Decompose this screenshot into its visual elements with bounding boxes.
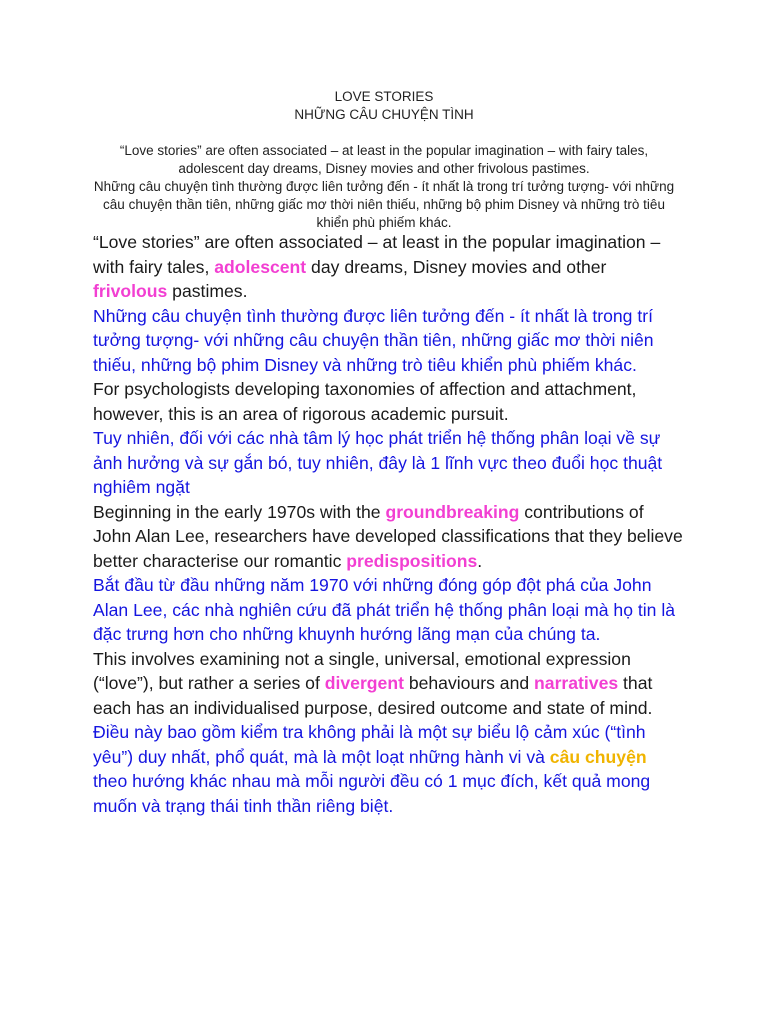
text-run: theo hướng khác nhau mà mỗi người đều có 1 mục đích, kết quả mong muốn và trạng thái tinh thần riêng biệt. bbox=[93, 771, 651, 816]
summary-english: “Love stories” are often associated – at least in the popular imagination – with fairy tales, adolescent day dreams, Disney movies and other frivolous pastimes. bbox=[119, 143, 649, 176]
highlight-word: divergent bbox=[324, 673, 404, 693]
highlight-word: groundbreaking bbox=[385, 501, 520, 522]
paragraph-2-english: For psychologists developing taxonomies of affection and attachment, however, this is an area of rigorous academic pursuit. bbox=[93, 379, 637, 424]
document-header bbox=[90, 88, 678, 232]
title-vietnamese: NHỮNG CÂU CHUYỆN TÌNH bbox=[294, 107, 474, 122]
highlight-word: predispositions bbox=[346, 550, 478, 571]
paragraph-3-english bbox=[93, 500, 683, 574]
paragraph-1-vietnamese: Những câu chuyện tình thường được liên tưởng đến - ít nhất là trong trí tưởng tượng- với những câu chuyện thần tiên, những giấc mơ thời niên thiếu, những bộ phim Disney và những trò tiêu khiển phù phiếm khác. bbox=[93, 305, 654, 375]
document-body bbox=[93, 230, 683, 818]
highlight-word: adolescent bbox=[214, 256, 307, 277]
text-run: This involves examining not a single, universal, emotional expression (“love”), but rather a series of bbox=[93, 648, 631, 693]
text-run: day dreams, Disney movies and other bbox=[306, 256, 607, 277]
text-run: “Love stories” are often associated – at least in the popular imagination – with fairy tales, bbox=[93, 232, 661, 277]
text-run: Beginning in the early 1970s with the bbox=[93, 501, 386, 522]
title-english: LOVE STORIES bbox=[334, 89, 434, 104]
text-run: that each has an individualised purpose, desired outcome and state of mind. bbox=[93, 673, 653, 718]
highlight-word: frivolous bbox=[93, 281, 168, 301]
text-run: behaviours and bbox=[403, 673, 535, 693]
text-run: Điều này bao gồm kiểm tra không phải là một sự biểu lộ cảm xúc (“tình yêu”) duy nhất, phổ quát, mà là một loạt những hành vi và bbox=[93, 722, 646, 767]
text-run: contributions of John Alan Lee, researchers have developed classifications that they believe better characterise our romantic bbox=[93, 501, 683, 571]
paragraph-1-english bbox=[93, 230, 683, 304]
summary-vietnamese: Những câu chuyện tình thường được liên tưởng đến - ít nhất là trong trí tưởng tượng- với những câu chuyện thần tiên, những giấc mơ thời niên thiếu, những bộ phim Disney và những trò tiêu khiển phù phiếm khác. bbox=[93, 179, 675, 230]
highlight-word: câu chuyện bbox=[549, 746, 647, 767]
header-spacer bbox=[90, 124, 678, 142]
paragraph-4-vietnamese bbox=[93, 720, 683, 818]
highlight-word: narratives bbox=[534, 673, 619, 693]
text-run: pastimes. bbox=[167, 281, 248, 301]
text-run: . bbox=[477, 550, 483, 571]
paragraph-2-vietnamese: Tuy nhiên, đối với các nhà tâm lý học phát triển hệ thống phân loại về sự ảnh hưởng và sự gắn bó, tuy nhiên, đây là 1 lĩnh vực theo đuổi học thuật nghiêm ngặt bbox=[93, 428, 663, 497]
paragraph-3-vietnamese: Bắt đầu từ đầu những năm 1970 với những đóng góp đột phá của John Alan Lee, các nhà nghiên cứu đã phát triển hệ thống phân loại mà họ tin là đặc trưng hơn cho những khuynh hướng lãng mạn của chúng ta. bbox=[93, 575, 676, 644]
paragraph-4-english bbox=[93, 647, 683, 721]
